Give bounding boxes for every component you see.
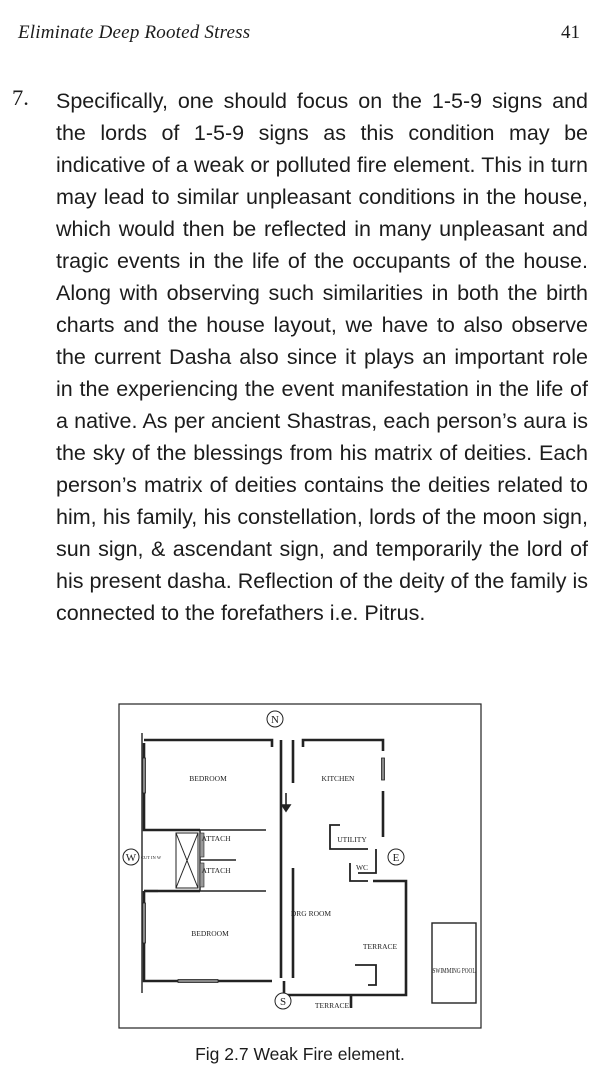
room-label-swimming-pool: SWIMMING POOL	[432, 966, 476, 975]
floor-plan-drawing	[118, 703, 482, 1029]
south-label: S	[279, 996, 287, 1008]
page-number: 41	[561, 22, 580, 43]
item-number: 7.	[12, 85, 29, 110]
west-label: W	[125, 852, 137, 864]
right-block-inner-walls	[330, 825, 376, 985]
figure-caption: Fig 2.7 Weak Fire element.	[195, 1044, 405, 1064]
east-label: E	[392, 852, 400, 864]
west-annotation: CUT IN W	[141, 855, 162, 860]
swimming-pool-outline	[432, 923, 476, 1003]
body-paragraph: Specifically, one should focus on the 1-5-9 signs and the lords of 1-5-9 signs as this condition may be indicative of a weak or polluted fire element. This in turn may lead to similar unpleasant conditions in the house, which would then be reflected in many unpleasant and tragic events in the life of the occupants of the house. Along with observing such similarities in both the birth charts and the house layout, we have to also observe the current Dasha also since it plays an important role in the experiencing the event manifestation in the life of a native. As per ancient Shastras, each person’s aura is the sky of the blessings from his matrix of deities. Each person’s matrix of deities contains the deities related to him, his family, his constellation, lords of the moon sign, sun sign, & ascendant sign, and temporarily the lord of his present dasha. Reflection of the deity of the family is connected to the forefathers i.e. Pitrus.	[56, 89, 588, 625]
room-label-attach-2: ATTACH	[201, 866, 231, 875]
room-label-bedroom-bottom: BEDROOM	[191, 929, 229, 938]
attach-cross	[176, 833, 198, 888]
room-label-attach-1: ATTACH	[201, 834, 231, 843]
running-head: Eliminate Deep Rooted Stress	[18, 22, 251, 43]
room-label-terrace-bottom: TERRACE	[314, 1001, 350, 1010]
figure-frame	[119, 704, 481, 1028]
kitchen-window	[382, 758, 385, 780]
room-label-terrace-right: TERRACE	[362, 942, 398, 951]
room-label-kitchen: KITCHEN	[321, 774, 355, 783]
room-label-wc: WC	[355, 863, 369, 872]
north-label: N	[271, 714, 279, 726]
room-label-bedroom-top: BEDROOM	[189, 774, 227, 783]
room-label-drg-room: DRG ROOM	[290, 909, 332, 918]
north-arrow	[282, 793, 290, 811]
room-label-utility: UTILITY	[337, 835, 367, 844]
floor-plan-figure	[118, 703, 482, 1029]
